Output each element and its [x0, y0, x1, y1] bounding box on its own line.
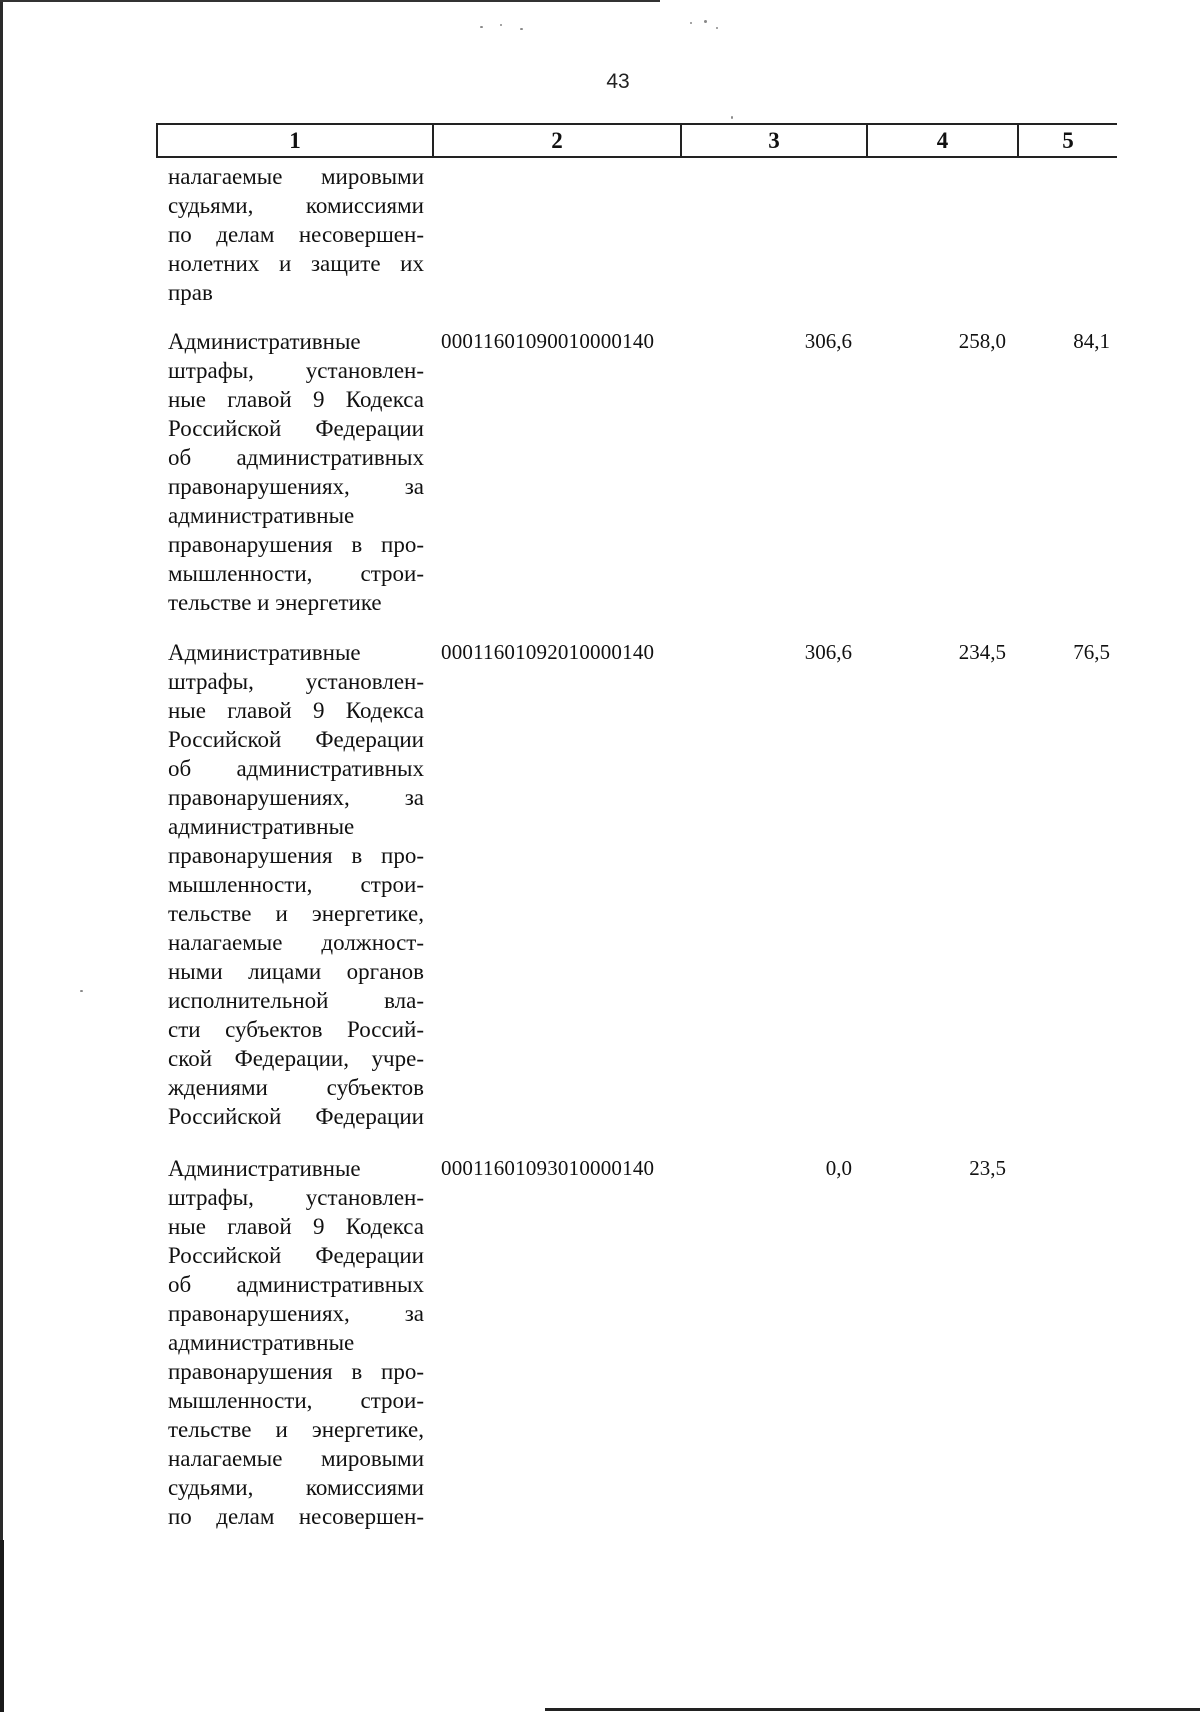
scan-speck: [500, 24, 502, 26]
description-line: об административных: [168, 445, 424, 470]
description-line: мышленности, строи-: [168, 561, 424, 586]
scan-speck: [731, 116, 733, 119]
scan-edge-bottom: [545, 1708, 1200, 1711]
scan-speck: [716, 27, 718, 29]
description-line: правонарушениях, за: [168, 785, 424, 810]
description-line: Российской Федерации: [168, 1243, 424, 1268]
row-description: [168, 638, 424, 1131]
header-cell-3: 3: [680, 125, 866, 156]
scan-speck: [80, 990, 83, 992]
row-description: [168, 1154, 424, 1531]
value-col3: 0,0: [825, 1156, 852, 1180]
description-line: налагаемые мировыми: [168, 164, 424, 189]
value-col4: 234,5: [958, 640, 1006, 664]
scan-edge-top: [0, 0, 660, 2]
description-line: ные главой 9 Кодекса: [168, 1214, 424, 1239]
budget-code: 00011601090010000140: [441, 329, 655, 353]
description-line: судьями, комиссиями: [168, 1475, 424, 1500]
description-line: штрафы, установлен-: [168, 358, 424, 383]
scan-speck: [690, 22, 692, 24]
description-line: тельстве и энергетике: [168, 590, 382, 615]
description-line: нолетних и защите их: [168, 251, 424, 276]
description-line: штрафы, установлен-: [168, 1185, 424, 1210]
budget-code: 00011601093010000140: [441, 1156, 655, 1180]
description-line: ные главой 9 Кодекса: [168, 698, 424, 723]
description-line: административные: [168, 814, 355, 839]
table-header: [156, 123, 1117, 158]
description-line: правонарушения в про-: [168, 843, 424, 868]
description-line: административные: [168, 1330, 355, 1355]
description-line: ными лицами органов: [168, 959, 424, 984]
description-line: налагаемые мировыми: [168, 1446, 424, 1471]
header-cell-1: 1: [156, 125, 432, 156]
description-line: по делам несовершен-: [168, 222, 424, 247]
description-line: штрафы, установлен-: [168, 669, 424, 694]
description-line: сти субъектов Россий-: [168, 1017, 424, 1042]
description-line: ные главой 9 Кодекса: [168, 387, 424, 412]
description-line: Административные: [168, 1156, 361, 1181]
description-line: ской Федерации, учре-: [168, 1046, 424, 1071]
row-description: [168, 327, 424, 617]
description-line: налагаемые должност-: [168, 930, 424, 955]
description-line: ждениями субъектов: [168, 1075, 424, 1100]
description-line: тельстве и энергетике,: [168, 1417, 424, 1442]
description-line: исполнительной вла-: [168, 988, 424, 1013]
description-line: правонарушения в про-: [168, 1359, 424, 1384]
value-col5: 76,5: [1073, 640, 1110, 664]
header-cell-4: 4: [866, 125, 1017, 156]
value-col5: 84,1: [1073, 329, 1110, 353]
description-line: административные: [168, 503, 355, 528]
description-line: мышленности, строи-: [168, 1388, 424, 1413]
value-col3: 306,6: [804, 329, 852, 353]
description-line: об административных: [168, 756, 424, 781]
description-line: об административных: [168, 1272, 424, 1297]
description-line: Российской Федерации: [168, 416, 424, 441]
description-line: Российской Федерации: [168, 727, 424, 752]
description-line: прав: [168, 280, 213, 305]
description-line: Административные: [168, 640, 361, 665]
description-line: по делам несовершен-: [168, 1504, 424, 1529]
scan-edge-left-lower: [0, 1540, 4, 1712]
scan-edge-left: [0, 0, 3, 1712]
value-col4: 258,0: [958, 329, 1006, 353]
description-line: тельстве и энергетике,: [168, 901, 424, 926]
row-description: [168, 162, 424, 307]
scan-speck: [480, 26, 483, 28]
scan-speck: [704, 20, 707, 23]
description-line: правонарушениях, за: [168, 474, 424, 499]
page-number: 43: [606, 70, 630, 93]
value-col4: 23,5: [969, 1156, 1006, 1180]
description-line: правонарушениях, за: [168, 1301, 424, 1326]
description-line: Административные: [168, 329, 361, 354]
description-line: Российской Федерации: [168, 1104, 424, 1129]
description-line: судьями, комиссиями: [168, 193, 424, 218]
header-cell-5: 5: [1017, 125, 1117, 156]
scan-speck: [520, 28, 523, 30]
header-cell-2: 2: [432, 125, 680, 156]
description-line: правонарушения в про-: [168, 532, 424, 557]
budget-code: 00011601092010000140: [441, 640, 655, 664]
description-line: мышленности, строи-: [168, 872, 424, 897]
value-col3: 306,6: [804, 640, 852, 664]
